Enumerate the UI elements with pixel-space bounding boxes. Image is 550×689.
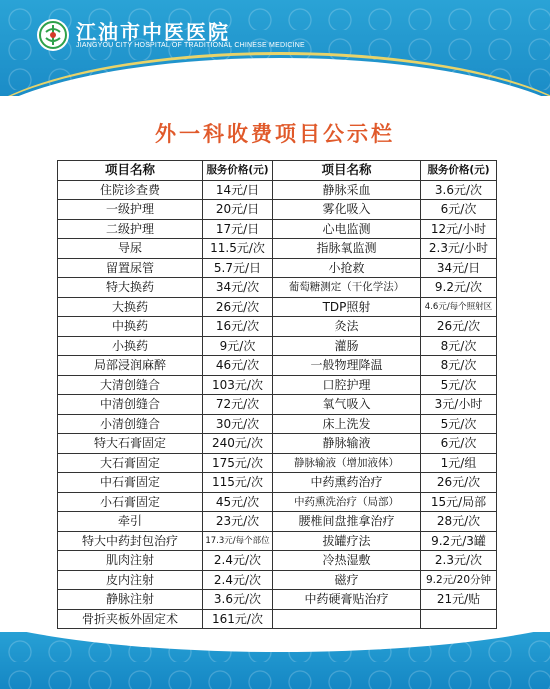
- item-name-cell: 导尿: [58, 239, 203, 259]
- item-name-cell: 小清创缝合: [58, 414, 203, 434]
- price-cell: 21元/贴: [421, 590, 497, 610]
- price-cell: 2.3元/次: [421, 551, 497, 571]
- price-cell: 34元/次: [203, 278, 273, 298]
- price-cell: 5元/次: [421, 375, 497, 395]
- item-name-cell: 住院诊查费: [58, 180, 203, 200]
- item-name-cell: 中石膏固定: [58, 473, 203, 493]
- price-cell: 175元/次: [203, 453, 273, 473]
- table-row: [58, 258, 497, 278]
- item-name-cell: 磁疗: [273, 570, 421, 590]
- price-cell: 8元/次: [421, 356, 497, 376]
- page-title: 外一科收费项目公示栏: [155, 122, 395, 146]
- price-cell: 20元/日: [203, 200, 273, 220]
- item-name-cell: 皮内注射: [58, 570, 203, 590]
- price-cell: 14元/日: [203, 180, 273, 200]
- table-row: [58, 609, 497, 629]
- item-name-cell: 腰椎间盘推拿治疗: [273, 512, 421, 532]
- item-name-cell: 骨折夹板外固定术: [58, 609, 203, 629]
- item-name-cell: 静脉注射: [58, 590, 203, 610]
- item-name-cell: 局部浸润麻醉: [58, 356, 203, 376]
- price-cell: 16元/次: [203, 317, 273, 337]
- price-cell: [421, 609, 497, 629]
- price-cell: 4.6元/每个照射区: [421, 297, 497, 317]
- price-cell: 115元/次: [203, 473, 273, 493]
- table-row: [58, 531, 497, 551]
- table-row: [58, 375, 497, 395]
- table-row: [58, 297, 497, 317]
- table-row: [58, 551, 497, 571]
- item-name-cell: 雾化吸入: [273, 200, 421, 220]
- table-row: [58, 317, 497, 337]
- item-name-cell: 特大换药: [58, 278, 203, 298]
- table-row: [58, 356, 497, 376]
- table-row: [58, 414, 497, 434]
- item-name-cell: 静脉采血: [273, 180, 421, 200]
- col-header-price: 服务价格(元): [203, 161, 273, 181]
- item-name-cell: 床上洗发: [273, 414, 421, 434]
- price-cell: 46元/次: [203, 356, 273, 376]
- item-name-cell: 心电监测: [273, 219, 421, 239]
- table-header-row: [58, 161, 497, 181]
- price-cell: 1元/组: [421, 453, 497, 473]
- price-cell: 2.4元/次: [203, 551, 273, 571]
- item-name-cell: 留置尿管: [58, 258, 203, 278]
- table-row: [58, 590, 497, 610]
- price-cell: 9元/次: [203, 336, 273, 356]
- item-name-cell: 指脉氧监测: [273, 239, 421, 259]
- price-cell: 17元/日: [203, 219, 273, 239]
- price-cell: 17.3元/每个部位: [203, 531, 273, 551]
- table-row: [58, 278, 497, 298]
- price-cell: 3元/小时: [421, 395, 497, 415]
- item-name-cell: 小抢救: [273, 258, 421, 278]
- table-row: [58, 473, 497, 493]
- price-cell: 9.2元/20分钟: [421, 570, 497, 590]
- price-cell: 5.7元/日: [203, 258, 273, 278]
- table-row: [58, 453, 497, 473]
- item-name-cell: 灌肠: [273, 336, 421, 356]
- price-cell: 72元/次: [203, 395, 273, 415]
- price-cell: 15元/局部: [421, 492, 497, 512]
- footer-banner: [0, 632, 550, 689]
- item-name-cell: 小石膏固定: [58, 492, 203, 512]
- hospital-name: 江油市中医医院: [76, 20, 230, 44]
- table-row: [58, 492, 497, 512]
- item-name-cell: 二级护理: [58, 219, 203, 239]
- item-name-cell: 大石膏固定: [58, 453, 203, 473]
- item-name-cell: 中药熏药治疗: [273, 473, 421, 493]
- item-name-cell: 大清创缝合: [58, 375, 203, 395]
- price-cell: 34元/日: [421, 258, 497, 278]
- price-cell: 6元/次: [421, 200, 497, 220]
- table-row: [58, 434, 497, 454]
- price-cell: 9.2元/次: [421, 278, 497, 298]
- price-cell: 6元/次: [421, 434, 497, 454]
- price-cell: 5元/次: [421, 414, 497, 434]
- price-cell: 26元/次: [421, 317, 497, 337]
- item-name-cell: 中换药: [58, 317, 203, 337]
- item-name-cell: 特大中药封包治疗: [58, 531, 203, 551]
- item-name-cell: 拔罐疗法: [273, 531, 421, 551]
- price-cell: 45元/次: [203, 492, 273, 512]
- price-cell: 2.4元/次: [203, 570, 273, 590]
- price-cell: 12元/小时: [421, 219, 497, 239]
- price-cell: 28元/次: [421, 512, 497, 532]
- col-header-item-name: 项目名称: [58, 161, 203, 181]
- item-name-cell: 特大石膏固定: [58, 434, 203, 454]
- item-name-cell: 牵引: [58, 512, 203, 532]
- price-cell: 2.3元/小时: [421, 239, 497, 259]
- table-row: [58, 395, 497, 415]
- item-name-cell: 大换药: [58, 297, 203, 317]
- item-name-cell: [273, 609, 421, 629]
- item-name-cell: 中药硬膏贴治疗: [273, 590, 421, 610]
- table-row: [58, 336, 497, 356]
- table-row: [58, 512, 497, 532]
- price-cell: 11.5元/次: [203, 239, 273, 259]
- col-header-item-name: 项目名称: [273, 161, 421, 181]
- fee-table-body: [58, 180, 497, 629]
- item-name-cell: 中药熏洗治疗（局部）: [273, 492, 421, 512]
- table-row: [58, 200, 497, 220]
- table-row: [58, 239, 497, 259]
- table-row: [58, 570, 497, 590]
- price-cell: 103元/次: [203, 375, 273, 395]
- item-name-cell: 小换药: [58, 336, 203, 356]
- header-banner: [0, 0, 550, 96]
- item-name-cell: 口腔护理: [273, 375, 421, 395]
- item-name-cell: 氧气吸入: [273, 395, 421, 415]
- hospital-english-name: JIANGYOU CITY HOSPITAL OF TRADITIONAL CHINESE MEDICINE: [76, 42, 305, 49]
- price-cell: 23元/次: [203, 512, 273, 532]
- price-cell: 26元/次: [421, 473, 497, 493]
- price-cell: 30元/次: [203, 414, 273, 434]
- item-name-cell: 一级护理: [58, 200, 203, 220]
- item-name-cell: 静脉输液（增加液体）: [273, 453, 421, 473]
- item-name-cell: 一般物理降温: [273, 356, 421, 376]
- table-row: [58, 180, 497, 200]
- price-cell: 3.6元/次: [421, 180, 497, 200]
- hospital-logo-icon: [36, 18, 70, 52]
- price-cell: 240元/次: [203, 434, 273, 454]
- item-name-cell: 灸法: [273, 317, 421, 337]
- price-cell: 3.6元/次: [203, 590, 273, 610]
- price-cell: 161元/次: [203, 609, 273, 629]
- item-name-cell: TDP照射: [273, 297, 421, 317]
- price-cell: 9.2元/3罐: [421, 531, 497, 551]
- fee-table: [57, 160, 497, 629]
- item-name-cell: 静脉输液: [273, 434, 421, 454]
- table-row: [58, 219, 497, 239]
- item-name-cell: 肌肉注射: [58, 551, 203, 571]
- item-name-cell: 冷热湿敷: [273, 551, 421, 571]
- col-header-price: 服务价格(元): [421, 161, 497, 181]
- price-cell: 8元/次: [421, 336, 497, 356]
- price-cell: 26元/次: [203, 297, 273, 317]
- item-name-cell: 葡萄糖测定（干化学法）: [273, 278, 421, 298]
- item-name-cell: 中清创缝合: [58, 395, 203, 415]
